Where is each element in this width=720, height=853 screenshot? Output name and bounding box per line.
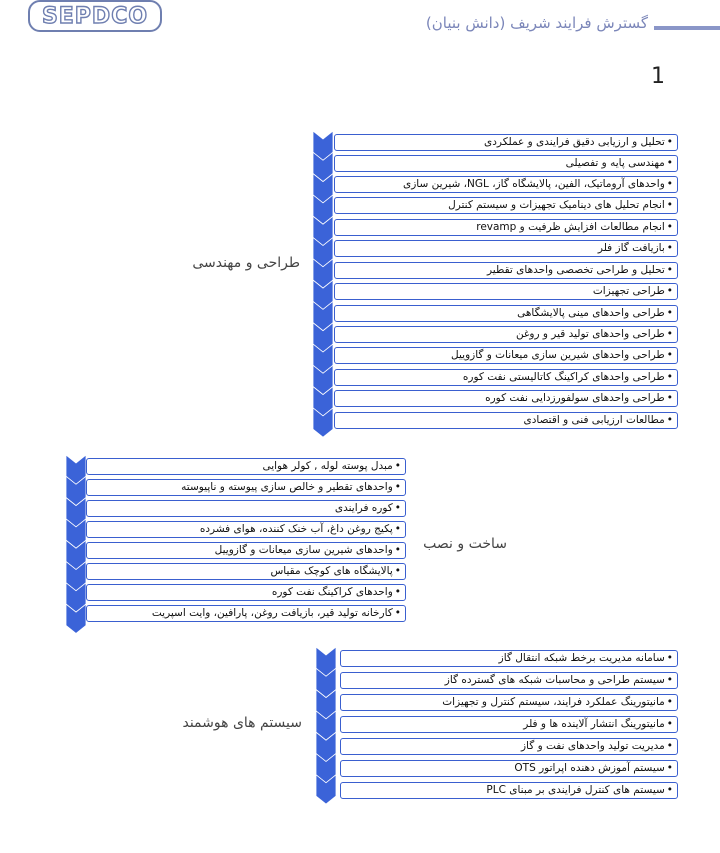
list-item: •کوره فرایندی [86,500,406,517]
list-item-text: واحدهای تقطیر و خالص سازی پیوسته و ناپیوسته [181,481,393,493]
list-item-text: طراحی واحدهای مینی پالایشگاهی [517,307,665,319]
list-item: •مطالعات ارزیابی فنی و اقتصادی [334,412,678,429]
list-item: •تحلیل و طراحی تخصصی واحدهای تقطیر [334,262,678,279]
list-item: •بازیافت گاز فلر [334,240,678,257]
list-item-text: واحدهای شیرین سازی میعانات و گازوییل [214,544,393,556]
list-item: •کارخانه تولید قیر، بازیافت روغن، پارافین، وایت اسپریت [86,605,406,622]
list-item-text: پکیج روغن داغ، آب خنک کننده، هوای فشرده [199,523,393,535]
list-item: •طراحی واحدهای شیرین سازی میعانات و گازوییل [334,347,678,364]
list-item-text: مبدل پوسته لوله , کولر هوایی [262,460,393,472]
list-item: •واحدهای تقطیر و خالص سازی پیوسته و ناپیوسته [86,479,406,496]
list-item: •پالایشگاه های کوچک مقیاس [86,563,406,580]
list-item-text: سیستم طراحی و محاسبات شبکه های گسترده گاز [444,674,665,686]
page-number: 1 [651,64,665,89]
header-rule [654,26,720,30]
list-item-text: سیستم آموزش دهنده اپراتور OTS [514,762,665,774]
list-item: •مدیریت تولید واحدهای نفت و گاز [340,738,678,755]
list-item-text: طراحی واحدهای شیرین سازی میعانات و گازوییل [451,349,665,361]
list-item: •مانیتورینگ انتشار آلاینده ها و فلر [340,716,678,733]
list-item: •مهندسی پایه و تفصیلی [334,155,678,172]
list-item-text: واحدهای کراکینگ نفت کوره [271,586,393,598]
list-item-text: پالایشگاه های کوچک مقیاس [270,565,393,577]
list-item-text: مانیتورینگ انتشار آلاینده ها و فلر [523,718,665,730]
list-item: •طراحی تجهیزات [334,283,678,300]
list-item: •انجام مطالعات افزایش ظرفیت و revamp [334,219,678,236]
list-item-text: واحدهای آروماتیک، الفین، پالایشگاه گاز، NGL، شیرین سازی [402,178,665,190]
list-item-text: کوره فرایندی [334,502,393,514]
list-item-text: تحلیل و ارزیابی دقیق فرایندی و عملکردی [484,136,665,148]
section-construction-installation [0,455,720,635]
list-item: •سیستم های کنترل فرایندی بر مبنای PLC [340,782,678,799]
list-item: •واحدهای آروماتیک، الفین، پالایشگاه گاز، NGL، شیرین سازی [334,176,678,193]
list-item-text: مطالعات ارزیابی فنی و اقتصادی [523,414,665,426]
list-item: •مانیتورینگ عملکرد فرایند، سیستم کنترل و تجهیزات [340,694,678,711]
list-item-text: سامانه مدیریت برخط شبکه انتقال گاز [498,652,665,664]
list-item-text: طراحی تجهیزات [592,285,665,297]
section-label: سیستم های هوشمند [182,715,302,731]
list-item: •طراحی واحدهای سولفورزدایی نفت کوره [334,390,678,407]
chevron-stack-icon [316,647,338,810]
section-label: ساخت و نصب [423,536,507,552]
list-item: •انجام تحلیل های دینامیک تجهیزات و سیستم کنترل [334,197,678,214]
list-item-text: مانیتورینگ عملکرد فرایند، سیستم کنترل و تجهیزات [442,696,665,708]
list-item: •سیستم طراحی و محاسبات شبکه های گسترده گاز [340,672,678,689]
list-item-text: انجام تحلیل های دینامیک تجهیزات و سیستم کنترل [448,199,665,211]
section-label: طراحی و مهندسی [192,255,300,271]
list-item: •پکیج روغن داغ، آب خنک کننده، هوای فشرده [86,521,406,538]
list-item-text: طراحی واحدهای تولید قیر و روغن [515,328,665,340]
company-logo: SEPDCO [28,0,162,32]
list-item: •سیستم آموزش دهنده اپراتور OTS [340,760,678,777]
list-item-text: طراحی واحدهای سولفورزدایی نفت کوره [485,392,665,404]
chevron-stack-icon [313,131,335,443]
list-item-text: کارخانه تولید قیر، بازیافت روغن، پارافین، وایت اسپریت [151,607,393,619]
header-title: گسترش فرایند شریف (دانش بنیان) [425,14,648,32]
list-item: •واحدهای کراکینگ نفت کوره [86,584,406,601]
section-design-engineering [0,131,720,441]
list-item-text: بازیافت گاز فلر [597,242,665,254]
list-item: •طراحی واحدهای مینی پالایشگاهی [334,305,678,322]
list-item: •واحدهای شیرین سازی میعانات و گازوییل [86,542,406,559]
list-item-text: سیستم های کنترل فرایندی بر مبنای PLC [486,784,665,796]
list-item-text: مدیریت تولید واحدهای نفت و گاز [520,740,665,752]
list-item: •طراحی واحدهای تولید قیر و روغن [334,326,678,343]
list-item-text: تحلیل و طراحی تخصصی واحدهای تقطیر [487,264,665,276]
list-item: •طراحی واحدهای کراکینگ کاتالیستی نفت کوره [334,369,678,386]
section-smart-systems [0,647,720,812]
list-item-text: انجام مطالعات افزایش ظرفیت و revamp [476,221,665,233]
list-item: •تحلیل و ارزیابی دقیق فرایندی و عملکردی [334,134,678,151]
list-item: •مبدل پوسته لوله , کولر هوایی [86,458,406,475]
list-item-text: مهندسی پایه و تفصیلی [565,157,665,169]
chevron-stack-icon [66,455,88,639]
list-item-text: طراحی واحدهای کراکینگ کاتالیستی نفت کوره [462,371,665,383]
list-item: •سامانه مدیریت برخط شبکه انتقال گاز [340,650,678,667]
